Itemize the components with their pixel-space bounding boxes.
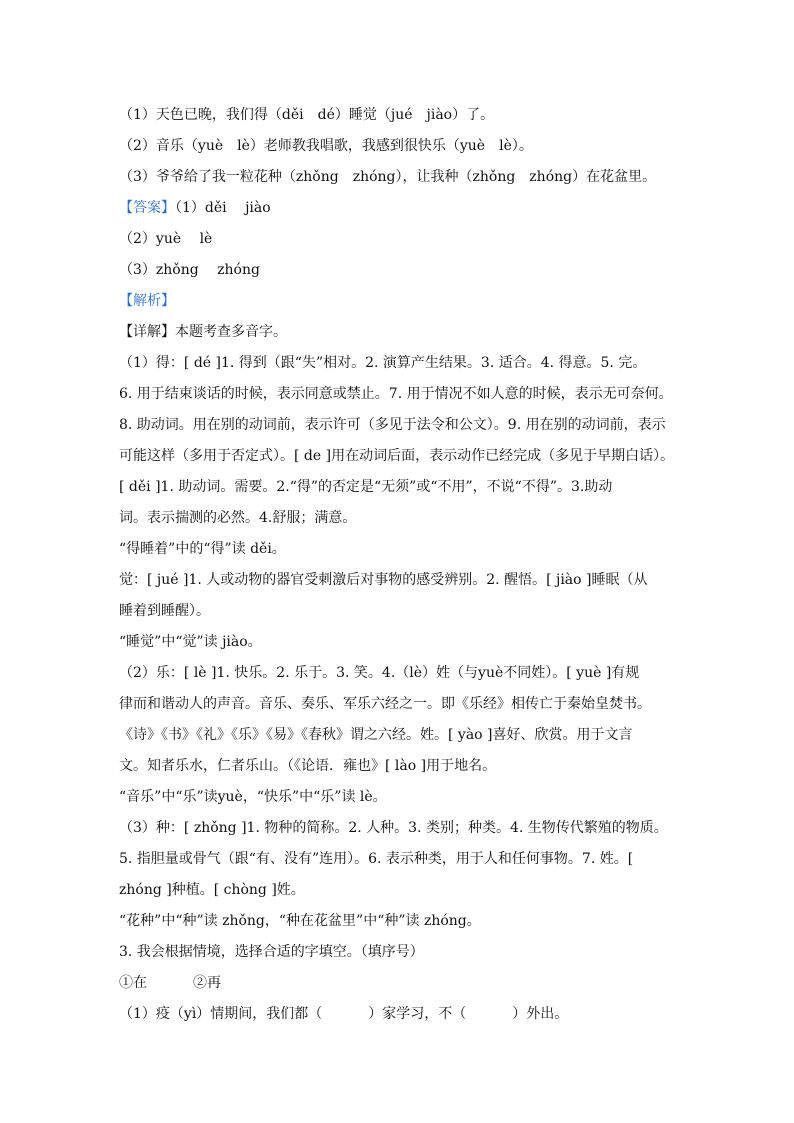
analysis-line: 6. 用于结束谈话的时候，表示同意或禁止。7. 用于情况不如人意的时候，表示无可奈何。: [119, 386, 673, 402]
answer-text-1: （1）děi jiào: [175, 200, 271, 216]
question-3-sentence-1: [119, 999, 679, 1030]
question-3-options: [119, 968, 679, 999]
analysis-line: 5. 指胆量或骨气（跟“有、没有”连用）。6. 表示种类，用于人和任何事物。7. 姓。[: [119, 851, 634, 867]
analysis-line: （2）乐：[ lè ]1. 快乐。2. 乐于。3. 笑。4.（lè）姓（与yuè不同姓）。[ yuè ]有规: [119, 665, 640, 681]
document-page: [119, 100, 679, 1030]
analysis-line: 8. 助动词。用在别的动词前，表示许可（多见于法令和公文）。9. 用在别的动词前，表示: [119, 417, 666, 433]
option-1: ①在: [119, 975, 147, 991]
analysis-tag: 【解析】: [119, 293, 175, 309]
analysis-line: 《诗》《书》《礼》《乐》《易》《春秋》谓之六经。姓。[ yào ]喜好、欣赏。用于文言: [119, 727, 633, 743]
analysis-line: 律而和谐动人的声音。音乐、奏乐、军乐六经之一。即《乐经》相传亡于秦始皇焚书。: [119, 696, 651, 712]
question-line-1: （1）天色已晚，我们得（děi dé）睡觉（jué jiào）了。: [119, 107, 495, 123]
question-line-2: （2）音乐（yuè lè）老师教我唱歌，我感到很快乐（yuè lè）。: [119, 138, 533, 154]
analysis-line: 词。表示揣测的必然。4.舒服；满意。: [119, 510, 357, 526]
analysis-line: [ děi ]1. 助动词。需要。2.“得”的否定是“无须”或“不用”，不说“不得”。3.助动: [119, 479, 613, 495]
option-2: ②再: [193, 975, 221, 991]
analysis-line: （1）得：[ dé ]1. 得到（跟“失”相对。2. 演算产生结果。3. 适合。4. 得意。5. 完。: [119, 355, 647, 371]
question-3-title: 3. 我会根据情境，选择合适的字填空。（填序号）: [119, 944, 424, 960]
analysis-line: 文。知者乐水，仁者乐山。（《论语．雍也》[ lào ]用于地名。: [119, 758, 497, 774]
analysis-heading: [119, 286, 679, 317]
analysis-line: “得睡着”中的“得”读 děi。: [119, 541, 286, 557]
question-line-3: （3）爷爷给了我一粒花种（zhǒng zhóng），让我种（zhǒng zhóng）在花盆里。: [119, 169, 657, 185]
analysis-line: 可能这样（多用于否定式）。[ de ]用在动词后面，表示动作已经完成（多见于早期白话）。: [119, 448, 675, 464]
answer-line-3: （3）zhǒng zhóng: [119, 262, 260, 278]
analysis-line: “睡觉”中“觉”读 jiào。: [119, 634, 262, 650]
sentence-part-2: ）家学习，不（: [368, 1006, 467, 1022]
analysis-line: 睡着到睡醒）。: [119, 603, 210, 619]
analysis-line: （3）种：[ zhǒng ]1. 物种的简称。2. 人种。3. 类别；种类。4. 生物传代繁殖的物质。: [119, 820, 668, 836]
sentence-part-3: ）外出。: [512, 1006, 569, 1022]
analysis-line: “音乐”中“乐”读yuè，“快乐”中“乐”读 lè。: [119, 789, 387, 805]
answer-line-1: [119, 193, 679, 224]
analysis-line: “花种”中“种”读 zhǒng，“种在花盆里”中“种”读 zhóng。: [119, 913, 481, 929]
sentence-part-1: （1）疫（yì）情期间，我们都（: [119, 1006, 323, 1022]
answer-tag: 【答案】: [119, 200, 175, 216]
analysis-line: zhóng ]种植。[ chòng ]姓。: [119, 882, 305, 898]
analysis-line: 觉：[ jué ]1. 人或动物的器官受刺激后对事物的感受辨别。2. 醒悟。[ jiào ]睡眠（从: [119, 572, 648, 588]
answer-line-2: （2）yuè lè: [119, 231, 213, 247]
analysis-line: 【详解】本题考查多音字。: [119, 324, 287, 340]
